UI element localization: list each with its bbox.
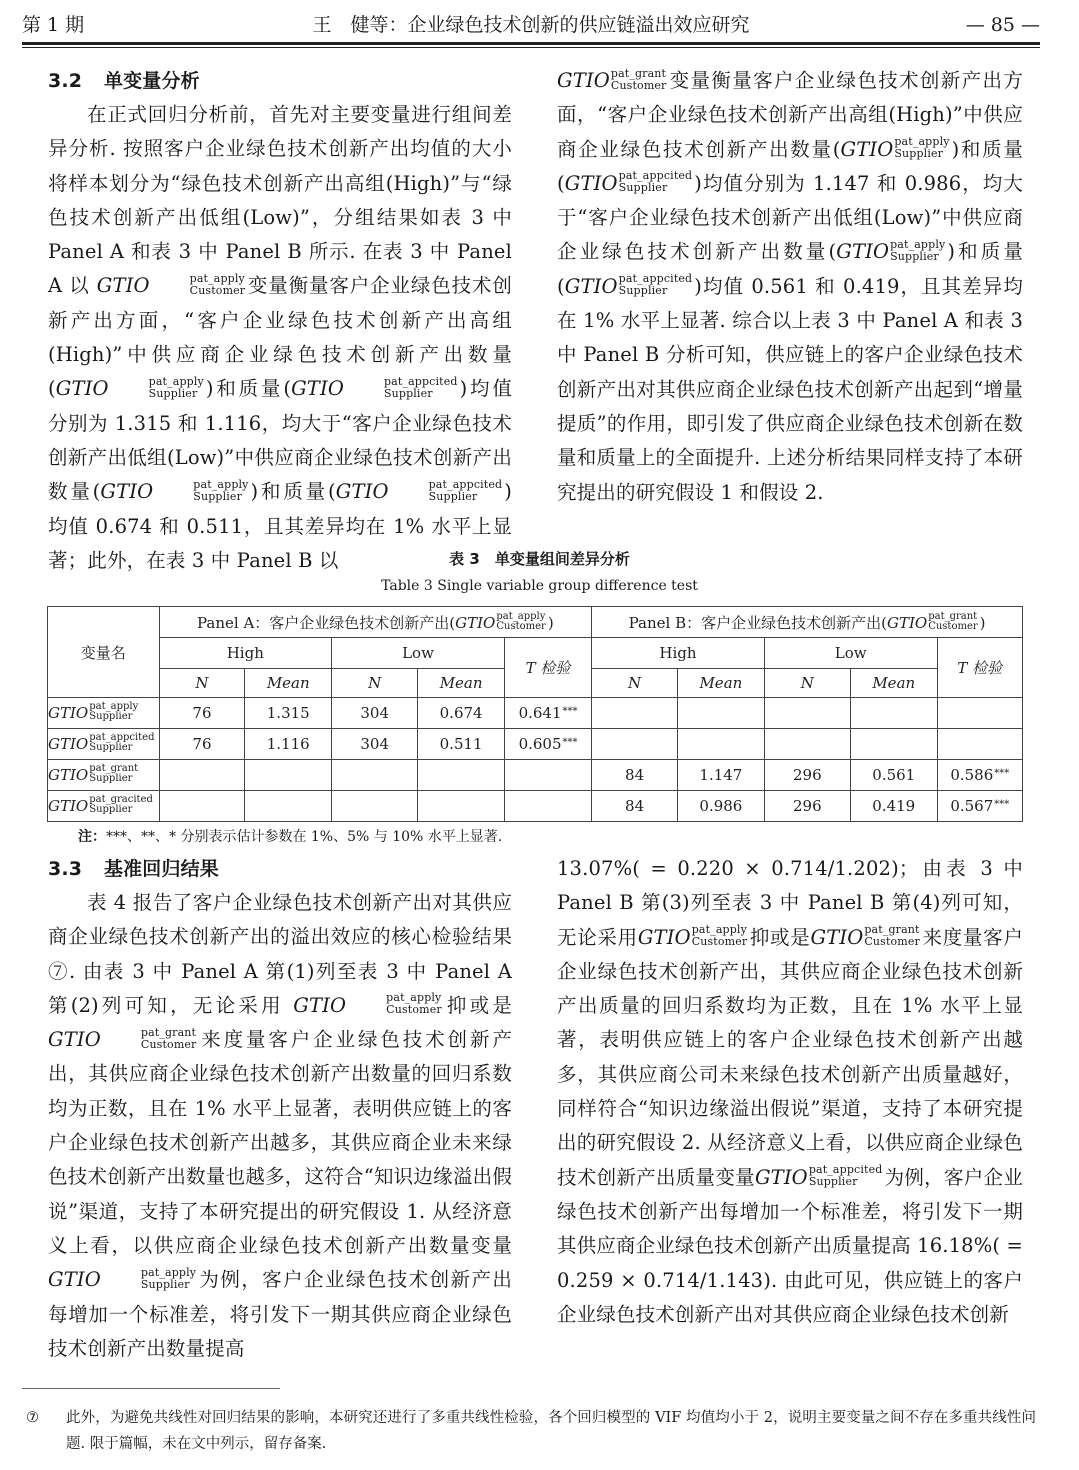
- header-n: N: [764, 669, 850, 698]
- header-n: N: [592, 669, 678, 698]
- header-rule: [22, 42, 1040, 45]
- cell: [504, 791, 591, 822]
- cell: 304: [332, 698, 418, 729]
- cell: [245, 760, 332, 791]
- footnote: [26, 1405, 1036, 1457]
- header-mean: Mean: [245, 669, 332, 698]
- header-b-high: High: [592, 638, 765, 669]
- header-a-ttest: T 检验: [504, 638, 591, 698]
- cell: 0.567***: [937, 791, 1022, 822]
- var-gtio-grant-customer: GTIO pat_grant Customer: [557, 66, 667, 92]
- cell: [159, 760, 245, 791]
- cell: 84: [592, 760, 678, 791]
- cell: 84: [592, 791, 678, 822]
- var-gtio-apply-supplier: GTIO pat_apply Supplier: [55, 374, 204, 401]
- cell: [418, 760, 505, 791]
- page-number: — 85 —: [965, 14, 1040, 36]
- row-variable: GTIO pat_gracited Supplier: [48, 791, 160, 822]
- var-gtio-apply-supplier: GTIO pat_apply Supplier: [840, 135, 950, 161]
- header-panel-b: Panel B：客户企业绿色技术创新产出(GTIO pat_grant Customer ): [592, 607, 1023, 638]
- cell: [504, 760, 591, 791]
- header-mean: Mean: [418, 669, 505, 698]
- paragraph-3-3-continued: 13.07%( = 0.220 × 0.714/1.202)；由表 3 中 Panel B 第(3)列至表 3 中 Panel B 第(4)列可知，无论采用GTIO pat_apply Customer 抑或是GTIO pat_grant Customer 来度量客户企业绿色技术创新产出，其供应商企业绿色技术创新产出质量的回归系数均为正数，且在 1% 水平上显著，表明供应链上的客户企业绿色技术创新产出越多，其供应商公司未来绿色技术创新产出质量越好，同样符合“知识边缘溢出假说”渠道，支持了本研究提出的研究假设 2. 从经济意义上看，以供应商企业绿色技术创新产出质量变量GTIO pat_appcited Supplier 为例，客户企业绿色技术创新产出每增加一个标准差，将引发下一期其供应商企业绿色技术创新产出质量提高 16.18%( = 0.259 × 0.714/1.143). 由此可见，供应链上的客户企业绿色技术创新产出对其供应商企业绿色技术创新: [557, 857, 1023, 1326]
- var-gtio-apply-customer: GTIO pat_apply Customer: [96, 271, 246, 298]
- table-note: 注：***、**、* 分别表示估计参数在 1%、5% 与 10% 水平上显著.: [78, 829, 503, 845]
- var-gtio-apply-supplier: GTIO pat_apply Supplier: [100, 477, 249, 504]
- header-a-high: High: [159, 638, 332, 669]
- table-caption-cn: 表 3 单变量组间差异分析: [449, 550, 630, 568]
- cell: [592, 729, 678, 760]
- table-row: [48, 791, 1023, 822]
- cell: 1.116: [245, 729, 332, 760]
- cell: 0.605***: [504, 729, 591, 760]
- cell: 304: [332, 729, 418, 760]
- section-heading-3-3: 3.3 基准回归结果: [48, 858, 219, 880]
- cell: [332, 791, 418, 822]
- var-gtio-apply-customer: GTIO pat_apply Customer: [455, 610, 546, 632]
- cell: [418, 791, 505, 822]
- var-gtio-apply-customer: GTIO pat_apply Customer: [293, 991, 442, 1017]
- cell: 0.674: [418, 698, 505, 729]
- cell: 76: [159, 698, 245, 729]
- cell: 296: [764, 791, 850, 822]
- table-row: [48, 760, 1023, 791]
- section-heading-3-2: 3.2 单变量分析: [48, 70, 200, 92]
- cell: 0.586***: [937, 760, 1022, 791]
- header-n: N: [332, 669, 418, 698]
- paragraph-3-2: 在正式回归分析前，首先对主要变量进行组间差异分析. 按照客户企业绿色技术创新产出均值的大小将样本划分为“绿色技术创新产出高组(High)”与“绿色技术创新产出低组(Low)”，分组结果如表 3 中 Panel A 和表 3 中 Panel B 所示. 在表 3 中 Panel A 以 GTIO pat_apply Customer 变量衡量客户企业绿色技术创新产出方面，“客户企业绿色技术创新产出高组(High)”中供应商企业绿色技术创新产出数量(GTIO pat_apply Supplier )和质量(GTIO pat_appcited Supplier )均值分别为 1.315 和 1.116，均大于“客户企业绿色技术创新产出低组(Low)”中供应商企业绿色技术创新产出数量(GTIO pat_apply Supplier )和质量(GTIO pat_appcited Supplier )均值 0.674 和 0.511，且其差异均在 1% 水平上显著；此外，在表 3 中 Panel B 以: [48, 103, 512, 572]
- table-row: [48, 698, 1023, 729]
- footnote-marker: ⑦: [26, 1410, 39, 1426]
- cell: [159, 791, 245, 822]
- var-gtio-apply-supplier: GTIO pat_apply Supplier: [836, 237, 946, 264]
- header-variable-name: 变量名: [48, 607, 160, 698]
- var-gtio-appcited-supplier: GTIO pat_appcited Supplier: [291, 374, 458, 401]
- var-gtio-appcited-supplier: GTIO pat_appcited Supplier: [564, 272, 693, 298]
- table-caption-en: Table 3 Single variable group difference test: [381, 578, 698, 594]
- cell: 0.511: [418, 729, 505, 760]
- header-b-low: Low: [764, 638, 937, 669]
- row-variable: GTIO pat_appcited Supplier: [48, 729, 160, 760]
- cell: 0.986: [678, 791, 765, 822]
- cell: [937, 729, 1022, 760]
- header-mean: Mean: [678, 669, 765, 698]
- running-title: 王 健等：企业绿色技术创新的供应链溢出效应研究: [312, 14, 750, 36]
- cell: 1.147: [678, 760, 765, 791]
- row-variable: GTIO pat_apply Supplier: [48, 698, 160, 729]
- cell: [937, 698, 1022, 729]
- section-3-2-left-column: [48, 64, 512, 578]
- cell: 1.315: [245, 698, 332, 729]
- var-gtio-grant-customer: GTIO pat_grant Customer: [48, 1025, 197, 1052]
- var-gtio-grant-customer: GTIO pat_grant Customer: [810, 923, 920, 949]
- var-gtio-apply-supplier: GTIO pat_apply Supplier: [48, 1265, 197, 1292]
- section-3-3-left-column: [48, 852, 512, 1366]
- var-gtio-grant-customer: GTIO pat_grant Customer: [886, 610, 978, 632]
- cell: 296: [764, 760, 850, 791]
- header-b-ttest: T 检验: [937, 638, 1022, 698]
- cell: [764, 698, 850, 729]
- var-gtio-appcited-supplier: GTIO pat_appcited Supplier: [754, 1163, 883, 1189]
- header-a-low: Low: [332, 638, 505, 669]
- header-n: N: [159, 669, 245, 698]
- running-header: [22, 10, 1040, 40]
- cell: [332, 760, 418, 791]
- cell: [592, 698, 678, 729]
- table-row: [48, 729, 1023, 760]
- cell: 0.419: [850, 791, 937, 822]
- cell: [764, 729, 850, 760]
- cell: 0.561: [850, 760, 937, 791]
- paragraph-3-2-continued: GTIO pat_grant Customer 变量衡量客户企业绿色技术创新产出方面，“客户企业绿色技术创新产出高组(High)”中供应商企业绿色技术创新产出数量(GTIO pat_apply Supplier )和质量(GTIO pat_appcited Supplier )均值分别为 1.147 和 0.986，均大于“客户企业绿色技术创新产出低组(Low)”中供应商企业绿色技术创新产出数量(GTIO pat_apply Supplier )和质量(GTIO pat_appcited Supplier )均值 0.561 和 0.419，且其差异均在 1% 水平上显著. 综合以上表 3 中 Panel A 和表 3 中 Panel B 分析可知，供应链上的客户企业绿色技术创新产出对其供应商企业绿色技术创新产出起到“增量提质”的作用，即引发了供应商企业绿色技术创新在数量和质量上的全面提升. 上述分析结果同样支持了本研究提出的研究假设 1 和假设 2.: [557, 66, 1023, 504]
- cell: [245, 791, 332, 822]
- cell: [678, 729, 765, 760]
- var-gtio-apply-customer: GTIO pat_apply Customer: [637, 923, 748, 949]
- cell: [850, 698, 937, 729]
- footnote-text: 此外，为避免共线性对回归结果的影响，本研究还进行了多重共线性检验，各个回归模型的 VIF 均值均小于 2，说明主要变量之间不存在多重共线性问题. 限于篇幅，未在文中列示，留存备案.: [66, 1410, 1036, 1452]
- section-3-3-right-column: [557, 852, 1023, 1332]
- section-3-2-right-column: [557, 64, 1023, 510]
- header-rule-thin: [22, 47, 1040, 48]
- cell: [678, 698, 765, 729]
- footnote-rule: [22, 1388, 280, 1389]
- cell: 0.641***: [504, 698, 591, 729]
- header-panel-a: Panel A：客户企业绿色技术创新产出(GTIO pat_apply Customer ): [159, 607, 592, 638]
- header-mean: Mean: [850, 669, 937, 698]
- row-variable: GTIO pat_grant Supplier: [48, 760, 160, 791]
- paragraph-3-3: 表 4 报告了客户企业绿色技术创新产出对其供应商企业绿色技术创新产出的溢出效应的核心检验结果⑦. 由表 3 中 Panel A 第(1)列至表 3 中 Panel A 第(2)列可知，无论采用 GTIO pat_apply Customer 抑或是GTIO pat_grant Customer 来度量客户企业绿色技术创新产出，其供应商企业绿色技术创新产出数量的回归系数均为正数，且在 1% 水平上显著，表明供应链上的客户企业绿色技术创新产出越多，其供应商企业未来绿色技术创新产出数量也越多，这符合“知识边缘溢出假说”渠道，支持了本研究提出的研究假设 1. 从经济意义上看，以供应商企业绿色技术创新产出数量变量GTIO pat_apply Supplier 为例，客户企业绿色技术创新产出每增加一个标准差，将引发下一期其供应商企业绿色技术创新产出数量提高: [48, 891, 512, 1360]
- var-gtio-appcited-supplier: GTIO pat_appcited Supplier: [335, 477, 503, 504]
- var-gtio-appcited-supplier: GTIO pat_appcited Supplier: [564, 169, 693, 195]
- issue-label: 第 1 期: [22, 14, 85, 36]
- cell: 76: [159, 729, 245, 760]
- cell: [850, 729, 937, 760]
- table-3: [47, 606, 1023, 822]
